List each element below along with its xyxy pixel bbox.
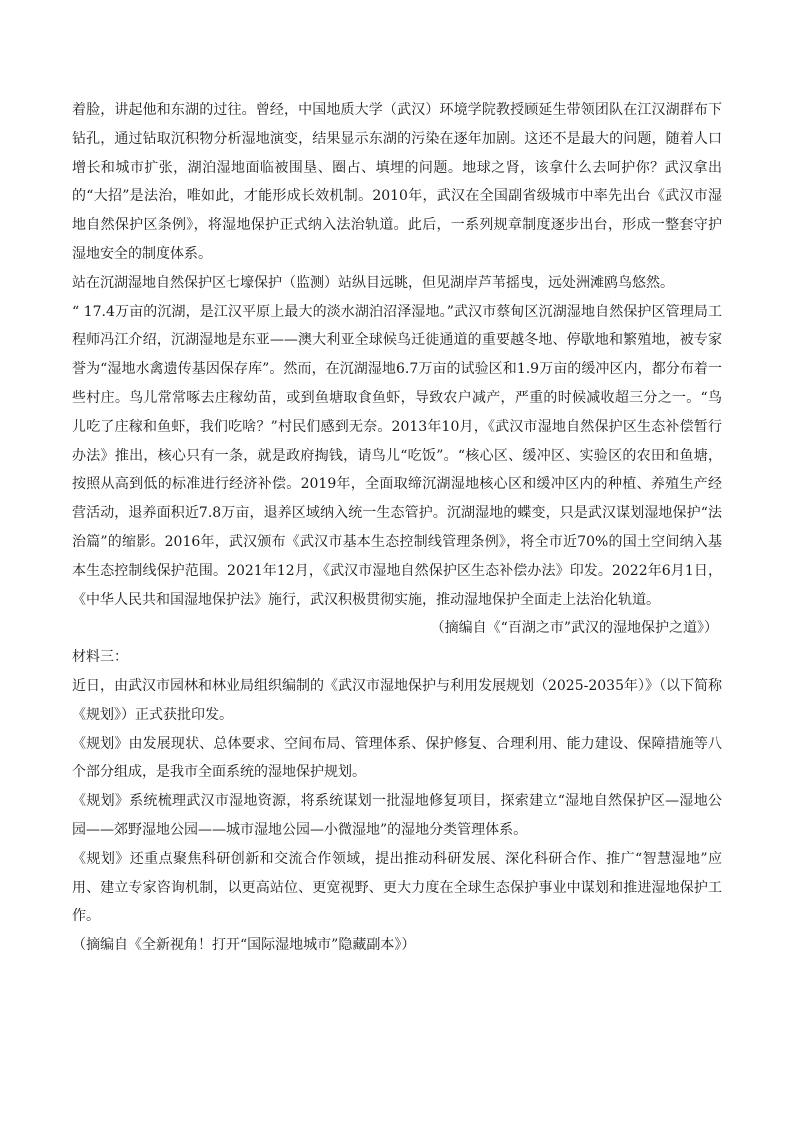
material3-source: （摘编自《全新视角！打开“国际湿地城市”隐藏副本》）: [72, 937, 416, 954]
material2-paragraph-3: “ 17.4万亩的沉湖，是江汉平原上最大的淡水湖泊沼泽湿地。”武汉市蔡甸区沉湖湿地自然保护区管理局工程师冯江介绍，沉湖湿地是东亚——澳大利亚全球候鸟迁徙通道的重要越冬地、停歇地和繁殖地，被专家誉为“湿地水禽遗传基因保存库”。然而，在沉湖湿地6.7万亩的试验区和1.9万亩的缓冲区内，都分布着一些村庄。鸟儿常常啄去庄稼幼苗，或到鱼塘取食鱼虾，导致农户减产，严重的时候减收超三分之一。“鸟儿吃了庄稼和鱼虾，我们吃啥？”村民们感到无奈。2013年10月，《武汉市湿地自然保护区生态补偿暂行办法》推出，核心只有一条，就是政府掏钱，请鸟儿“吃饭”。“核心区、缓冲区、实验区的农田和鱼塘，按照从高到低的标准进行经济补偿。2019年，全面取缔沉湖湿地核心区和缓冲区内的种植、养殖生产经营活动，退养面积近7.8万亩，退养区域纳入统一生态管护。沉湖湿地的蝶变，只是武汉谋划湿地保护“法治篇”的缩影。2016年，武汉颁布《武汉市基本生态控制线管理条例》，将全市近70%的国土空间纳入基本生态控制线保护范围。2021年12月，《武汉市湿地自然保护区生态补偿办法》印发。2022年6月1日，《中华人民共和国湿地保护法》施行，武汉积极贯彻实施，推动湿地保护全面走上法治化轨道。: [72, 303, 722, 608]
material3-paragraph-1: 近日，由武汉市园林和林业局组织编制的《武汉市湿地保护与利用发展规划（2025-2035年）》（以下简称《规划》）正式获批印发。: [72, 677, 722, 723]
material3-paragraph-3: 《规划》系统梳理武汉市湿地资源，将系统谋划一批湿地修复项目，探索建立“湿地自然保护区—湿地公园——郊野湿地公园——城市湿地公园—小微湿地”的湿地分类管理体系。: [72, 793, 722, 838]
document-body: [72, 96, 722, 960]
material3-paragraph-2: 《规划》由发展现状、总体要求、空间布局、管理体系、保护修复、合理利用、能力建设、保障措施等八个部分组成，是我市全面系统的湿地保护规划。: [72, 735, 722, 781]
material2-source: （摘编自《“百湖之市”武汉的湿地保护之道》）: [430, 620, 718, 637]
material2-paragraph-1: 着脸，讲起他和东湖的过往。曾经，中国地质大学（武汉）环境学院教授顾延生带领团队在江汉湖群布下钻孔，通过钻取沉积物分析湿地演变，结果显示东湖的污染在逐年加剧。这还不是最大的问题，随着人口增长和城市扩张，湖泊湿地面临被围垦、圈占、填埋的问题。地球之肾，该拿什么去呵护你？武汉拿出的“大招”是法治，唯如此，才能形成长效机制。2010年，武汉在全国副省级城市中率先出台《武汉市湿地自然保护区条例》，将湿地保护正式纳入法治轨道。此后，一系列规章制度逐步出台，形成一整套守护湿地安全的制度体系。: [72, 102, 722, 262]
material2-paragraph-2: 站在沉湖湿地自然保护区七壕保护（监测）站纵目远眺，但见湖岸芦苇摇曳，远处洲滩鸥鸟悠然。: [72, 274, 674, 291]
material3-label: 材料三：: [72, 649, 128, 666]
material3-paragraph-4: 《规划》还重点聚焦科研创新和交流合作领域，提出推动科研发展、深化科研合作、推广“智慧湿地”应用、建立专家咨询机制，以更高站位、更宽视野、更大力度在全球生态保护事业中谋划和推进湿地保护工作。: [72, 850, 722, 925]
